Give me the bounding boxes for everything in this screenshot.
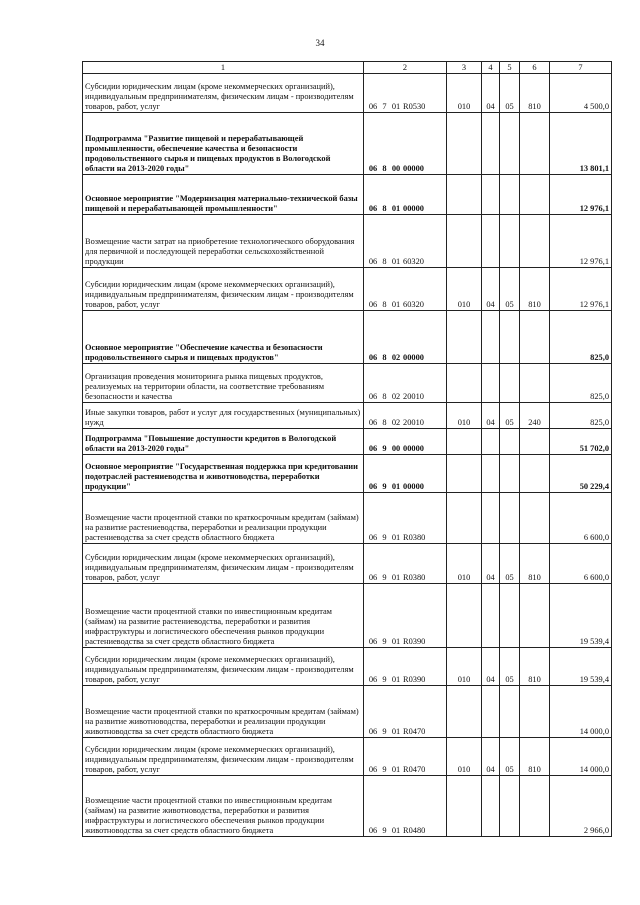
description-text: Субсидии юридическим лицам (кроме некоммерческих организаций), индивидуальным предпринимателям, физическим лицам - производителям товаров, работ, услуг: [85, 82, 354, 112]
code-subprogram: 8: [382, 257, 387, 267]
expense-type-code: [520, 113, 550, 175]
expense-type-code: 810: [520, 738, 550, 776]
expense-type-code: [520, 584, 550, 648]
section-code: [482, 175, 500, 215]
expense-type-code: [520, 175, 550, 215]
code-program: 06: [368, 727, 378, 737]
target-article-code: [364, 364, 447, 403]
row-description: [83, 268, 364, 311]
target-article-code: [364, 648, 447, 686]
expense-type-code: 810: [520, 648, 550, 686]
row-description: [83, 776, 364, 837]
code-subprogram: 9: [382, 727, 387, 737]
amount: 2 966,0: [550, 776, 612, 837]
table-row: [83, 364, 612, 403]
section-code: [482, 584, 500, 648]
grbs-code: [447, 493, 482, 544]
code-subprogram: 9: [382, 573, 387, 583]
section-code: 04: [482, 268, 500, 311]
code-direction: 60320: [403, 257, 424, 267]
amount: 14 000,0: [550, 738, 612, 776]
row-description: [83, 429, 364, 455]
page-number: 34: [315, 38, 325, 48]
amount: 6 600,0: [550, 544, 612, 584]
col-header-2: 2: [364, 62, 447, 74]
expense-type-code: [520, 215, 550, 268]
target-article-code: [364, 493, 447, 544]
target-article-code: [364, 738, 447, 776]
table-row: [83, 268, 612, 311]
subsection-code: [500, 175, 520, 215]
subsection-code: [500, 686, 520, 738]
grbs-code: 010: [447, 268, 482, 311]
amount: 51 702,0: [550, 429, 612, 455]
subsection-code: 05: [500, 544, 520, 584]
subsection-code: [500, 113, 520, 175]
col-header-3: 3: [447, 62, 482, 74]
code-program: 06: [368, 102, 378, 112]
code-event: 02: [391, 353, 401, 363]
section-code: [482, 215, 500, 268]
target-article-code: [364, 544, 447, 584]
grbs-code: [447, 175, 482, 215]
code-direction: R0380: [403, 533, 426, 543]
expense-type-code: [520, 311, 550, 364]
code-subprogram: 9: [382, 533, 387, 543]
table-row: [83, 74, 612, 113]
row-description: [83, 648, 364, 686]
code-program: 06: [368, 637, 378, 647]
code-direction: 00000: [403, 164, 424, 174]
subsection-code: [500, 311, 520, 364]
code-event: 01: [391, 204, 401, 214]
section-code: [482, 686, 500, 738]
row-description: [83, 215, 364, 268]
row-description: [83, 74, 364, 113]
code-direction: R0480: [403, 826, 426, 836]
grbs-code: [447, 455, 482, 493]
table-row: [83, 113, 612, 175]
section-code: 04: [482, 544, 500, 584]
target-article-code: [364, 403, 447, 429]
subsection-code: [500, 493, 520, 544]
code-event: 01: [391, 482, 401, 492]
description-text: Подпрограмма "Развитие пищевой и перерабатывающей промышленности, обеспечение качества и безопасности продовольственного сырья и пищевых продуктов в Вологодской области на 2013-2020 годы": [85, 134, 331, 174]
code-subprogram: 9: [382, 482, 387, 492]
grbs-code: [447, 311, 482, 364]
code-program: 06: [368, 826, 378, 836]
target-article-code: [364, 175, 447, 215]
subsection-code: 05: [500, 738, 520, 776]
amount: 825,0: [550, 311, 612, 364]
subsection-code: 05: [500, 648, 520, 686]
section-code: [482, 455, 500, 493]
row-description: [83, 403, 364, 429]
code-direction: 20010: [403, 418, 424, 428]
subsection-code: [500, 215, 520, 268]
code-event: 01: [391, 300, 401, 310]
col-header-7: 7: [550, 62, 612, 74]
subsection-code: [500, 776, 520, 837]
code-subprogram: 9: [382, 637, 387, 647]
description-text: Возмещение части процентной ставки по краткосрочным кредитам (займам) на развитие растениеводства, переработки и реализации продукции растениеводства за счет средств областного бюджета: [85, 513, 359, 543]
section-code: [482, 429, 500, 455]
header-row: [83, 62, 612, 74]
amount: 825,0: [550, 364, 612, 403]
code-program: 06: [368, 300, 378, 310]
target-article-code: [364, 113, 447, 175]
description-text: Возмещение части затрат на приобретение технологического оборудования для первичной и последующей переработки сельскохозяйственной продукции: [85, 237, 355, 267]
code-subprogram: 9: [382, 765, 387, 775]
grbs-code: [447, 686, 482, 738]
table-row: [83, 648, 612, 686]
code-event: 00: [391, 164, 401, 174]
code-subprogram: 8: [382, 418, 387, 428]
row-description: [83, 738, 364, 776]
section-code: [482, 493, 500, 544]
target-article-code: [364, 455, 447, 493]
description-text: Основное мероприятие "Модернизация материально-технической базы пищевой и перерабатывающей промышленности": [85, 194, 358, 214]
code-subprogram: 8: [382, 204, 387, 214]
expense-type-code: [520, 455, 550, 493]
code-event: 01: [391, 675, 401, 685]
expense-type-code: [520, 429, 550, 455]
code-direction: 00000: [403, 444, 424, 454]
code-event: 01: [391, 826, 401, 836]
subsection-code: [500, 429, 520, 455]
table-row: [83, 584, 612, 648]
grbs-code: [447, 364, 482, 403]
amount: 19 539,4: [550, 648, 612, 686]
table-row: [83, 686, 612, 738]
description-text: Субсидии юридическим лицам (кроме некоммерческих организаций), индивидуальным предпринимателям, физическим лицам - производителям товаров, работ, услуг: [85, 280, 354, 310]
target-article-code: [364, 429, 447, 455]
code-program: 06: [368, 204, 378, 214]
grbs-code: 010: [447, 544, 482, 584]
code-subprogram: 8: [382, 300, 387, 310]
expense-type-code: 810: [520, 74, 550, 113]
amount: 19 539,4: [550, 584, 612, 648]
description-text: Субсидии юридическим лицам (кроме некоммерческих организаций), индивидуальным предпринимателям, физическим лицам - производителям товаров, работ, услуг: [85, 745, 354, 775]
description-text: Основное мероприятие "Обеспечение качества и безопасности продовольственного сырья и пищевых продуктов": [85, 343, 323, 363]
code-program: 06: [368, 573, 378, 583]
amount: 12 976,1: [550, 175, 612, 215]
subsection-code: 05: [500, 403, 520, 429]
col-header-1: 1: [83, 62, 364, 74]
subsection-code: [500, 364, 520, 403]
expense-type-code: 240: [520, 403, 550, 429]
amount: 13 801,1: [550, 113, 612, 175]
code-event: 00: [391, 444, 401, 454]
table-row: [83, 544, 612, 584]
code-program: 06: [368, 257, 378, 267]
target-article-code: [364, 776, 447, 837]
code-direction: 60320: [403, 300, 424, 310]
code-event: 01: [391, 533, 401, 543]
description-text: Организация проведения мониторинга рынка пищевых продуктов, реализуемых на территории области, на соответствие требованиям безопасности и качества: [85, 372, 325, 402]
section-code: 04: [482, 648, 500, 686]
section-code: 04: [482, 403, 500, 429]
target-article-code: [364, 584, 447, 648]
table-row: [83, 455, 612, 493]
target-article-code: [364, 268, 447, 311]
code-event: 01: [391, 637, 401, 647]
row-description: [83, 544, 364, 584]
code-subprogram: 9: [382, 675, 387, 685]
expense-type-code: [520, 364, 550, 403]
code-program: 06: [368, 675, 378, 685]
col-header-4: 4: [482, 62, 500, 74]
table-row: [83, 311, 612, 364]
row-description: [83, 493, 364, 544]
table-row: [83, 403, 612, 429]
code-subprogram: 9: [382, 826, 387, 836]
code-event: 01: [391, 573, 401, 583]
expense-type-code: [520, 776, 550, 837]
subsection-code: [500, 584, 520, 648]
code-direction: R0390: [403, 637, 426, 647]
code-direction: 20010: [403, 392, 424, 402]
description-text: Субсидии юридическим лицам (кроме некоммерческих организаций), индивидуальным предпринимателям, физическим лицам - производителям товаров, работ, услуг: [85, 655, 354, 685]
row-description: [83, 686, 364, 738]
code-direction: 00000: [403, 204, 424, 214]
expense-type-code: [520, 493, 550, 544]
description-text: Подпрограмма "Повышение доступности кредитов в Вологодской области на 2013-2020 годы": [85, 434, 337, 454]
target-article-code: [364, 74, 447, 113]
section-code: 04: [482, 738, 500, 776]
grbs-code: [447, 776, 482, 837]
code-event: 02: [391, 392, 401, 402]
code-program: 06: [368, 765, 378, 775]
code-event: 01: [391, 727, 401, 737]
table-row: [83, 776, 612, 837]
section-code: 04: [482, 74, 500, 113]
code-direction: R0530: [403, 102, 426, 112]
grbs-code: [447, 113, 482, 175]
code-program: 06: [368, 418, 378, 428]
row-description: [83, 113, 364, 175]
row-description: [83, 175, 364, 215]
col-header-5: 5: [500, 62, 520, 74]
section-code: [482, 364, 500, 403]
expense-type-code: [520, 686, 550, 738]
description-text: Возмещение части процентной ставки по краткосрочным кредитам (займам) на развитие животноводства, переработки и реализации продукции животноводства за счет средств областного бюджета: [85, 707, 359, 737]
amount: 12 976,1: [550, 215, 612, 268]
code-subprogram: 8: [382, 353, 387, 363]
code-direction: R0380: [403, 573, 426, 583]
code-program: 06: [368, 353, 378, 363]
grbs-code: [447, 215, 482, 268]
row-description: [83, 364, 364, 403]
description-text: Субсидии юридическим лицам (кроме некоммерческих организаций), индивидуальным предпринимателям, физическим лицам - производителям товаров, работ, услуг: [85, 553, 354, 583]
target-article-code: [364, 311, 447, 364]
amount: 12 976,1: [550, 268, 612, 311]
grbs-code: 010: [447, 648, 482, 686]
code-direction: R0390: [403, 675, 426, 685]
grbs-code: [447, 429, 482, 455]
table-row: [83, 429, 612, 455]
grbs-code: 010: [447, 403, 482, 429]
code-event: 01: [391, 765, 401, 775]
amount: 6 600,0: [550, 493, 612, 544]
grbs-code: 010: [447, 74, 482, 113]
section-code: [482, 776, 500, 837]
description-text: Возмещение части процентной ставки по инвестиционным кредитам (займам) на развитие животноводства, переработки и развития инфраструктуры и логистического обеспечения рынков продукции животноводства за счет средств областного бюджета: [85, 796, 332, 836]
table-row: [83, 493, 612, 544]
code-direction: R0470: [403, 727, 426, 737]
subsection-code: [500, 455, 520, 493]
code-direction: 00000: [403, 353, 424, 363]
grbs-code: [447, 584, 482, 648]
section-code: [482, 311, 500, 364]
code-direction: 00000: [403, 482, 424, 492]
code-program: 06: [368, 444, 378, 454]
code-event: 01: [391, 257, 401, 267]
subsection-code: 05: [500, 74, 520, 113]
expense-type-code: 810: [520, 268, 550, 311]
amount: 4 500,0: [550, 74, 612, 113]
expense-type-code: 810: [520, 544, 550, 584]
target-article-code: [364, 215, 447, 268]
code-direction: R0470: [403, 765, 426, 775]
amount: 50 229,4: [550, 455, 612, 493]
description-text: Возмещение части процентной ставки по инвестиционным кредитам (займам) на развитие растениеводства, переработки и развития инфраструктуры и логистического обеспечения рынков продукции растениеводства за счет средств областного бюджета: [85, 607, 332, 647]
code-program: 06: [368, 533, 378, 543]
budget-table: [82, 61, 612, 837]
subsection-code: 05: [500, 268, 520, 311]
target-article-code: [364, 686, 447, 738]
code-event: 01: [391, 102, 401, 112]
description-text: Иные закупки товаров, работ и услуг для государственных (муниципальных) нужд: [85, 408, 361, 428]
row-description: [83, 455, 364, 493]
table-row: [83, 215, 612, 268]
code-subprogram: 9: [382, 444, 387, 454]
row-description: [83, 584, 364, 648]
amount: 14 000,0: [550, 686, 612, 738]
table-row: [83, 738, 612, 776]
code-subprogram: 7: [382, 102, 387, 112]
table-row: [83, 175, 612, 215]
code-program: 06: [368, 482, 378, 492]
section-code: [482, 113, 500, 175]
amount: 825,0: [550, 403, 612, 429]
description-text: Основное мероприятие "Государственная поддержка при кредитовании подотраслей растениеводства и животноводства, переработки продукции": [85, 462, 358, 492]
code-subprogram: 8: [382, 164, 387, 174]
code-program: 06: [368, 392, 378, 402]
col-header-6: 6: [520, 62, 550, 74]
grbs-code: 010: [447, 738, 482, 776]
code-event: 02: [391, 418, 401, 428]
row-description: [83, 311, 364, 364]
code-program: 06: [368, 164, 378, 174]
code-subprogram: 8: [382, 392, 387, 402]
